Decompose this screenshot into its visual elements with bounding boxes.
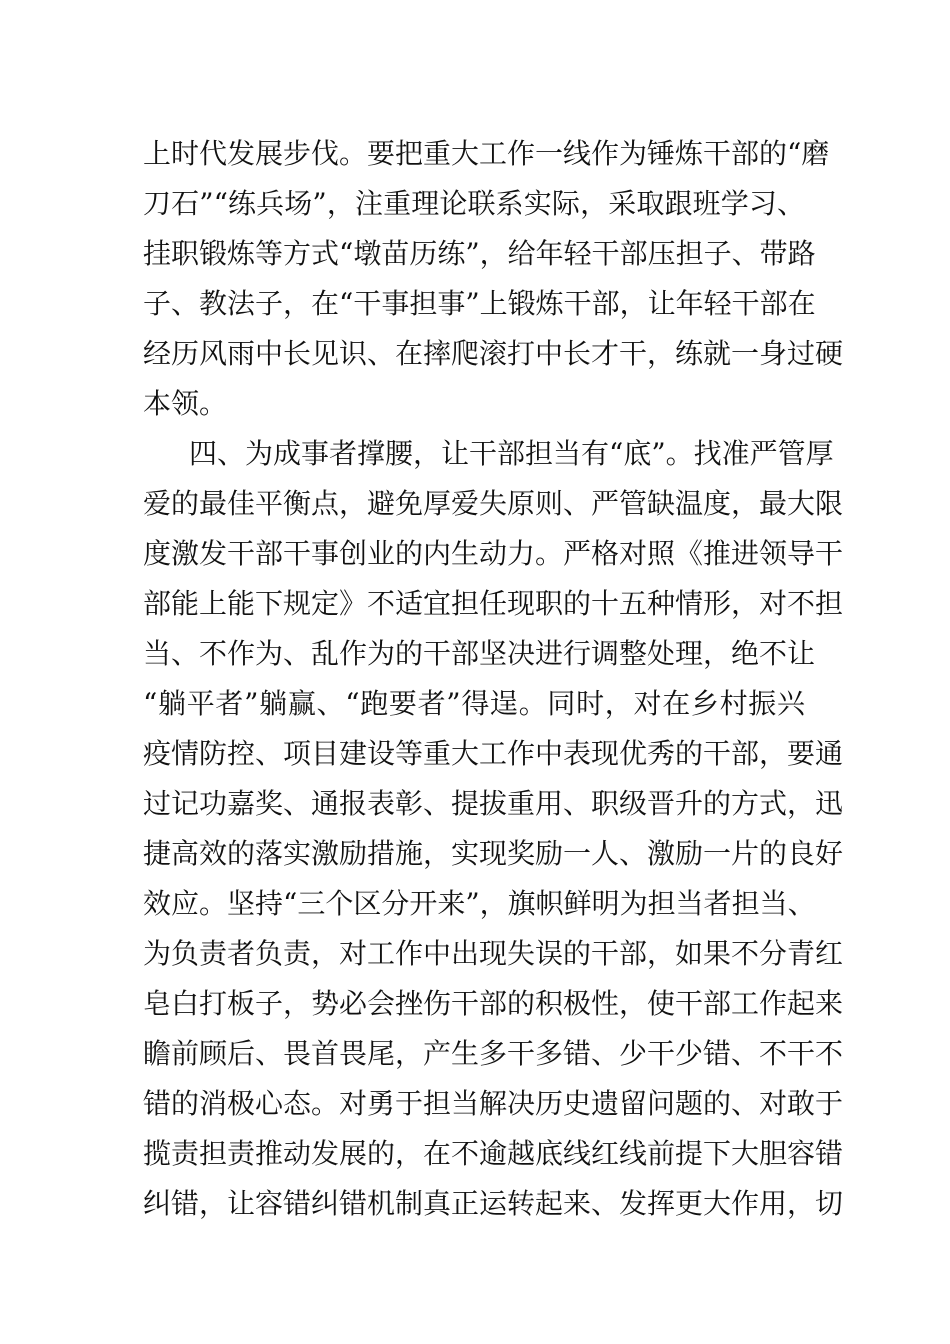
text-line: 度激发干部干事创业的内生动力。严格对照《推进领导干	[143, 537, 844, 570]
text-line: 效应。坚持“三个区分开来”，旗帜鲜明为担当者担当、	[143, 887, 816, 920]
text-line: 瞻前顾后、畏首畏尾，产生多干多错、少干少错、不干不	[143, 1037, 844, 1070]
section-heading-line: 四、为成事者撑腰，让干部担当有“底”。找准严管厚	[189, 437, 834, 470]
text-line: 揽责担责推动发展的，在不逾越底线红线前提下大胆容错	[143, 1137, 844, 1170]
text-line: 爱的最佳平衡点，避免厚爱失原则、严管缺温度，最大限	[143, 487, 844, 520]
text-line: 挂职锻炼等方式“墩苗历练”，给年轻干部压担子、带路	[143, 237, 816, 270]
text-line: 为负责者负责，对工作中出现失误的干部，如果不分青红	[143, 937, 844, 970]
text-line: 纠错，让容错纠错机制真正运转起来、发挥更大作用，切	[143, 1187, 844, 1220]
text-line: 疫情防控、项目建设等重大工作中表现优秀的干部，要通	[143, 737, 844, 770]
text-line: 皂白打板子，势必会挫伤干部的积极性，使干部工作起来	[143, 987, 844, 1020]
text-line: 上时代发展步伐。要把重大工作一线作为锤炼干部的“磨	[143, 137, 830, 170]
text-line: 捷高效的落实激励措施，实现奖励一人、激励一片的良好	[143, 837, 844, 870]
text-line: 刀石”“练兵场”，注重理论联系实际，采取跟班学习、	[143, 187, 805, 220]
text-line: 错的消极心态。对勇于担当解决历史遗留问题的、对敢于	[143, 1087, 844, 1120]
text-line: “躺平者”躺赢、“跑要者”得逞。同时，对在乡村振兴	[143, 687, 805, 720]
text-line: 本领。	[143, 387, 228, 420]
text-line: 过记功嘉奖、通报表彰、提拔重用、职级晋升的方式，迅	[143, 787, 844, 820]
text-line: 子、教法子，在“干事担事”上锻炼干部，让年轻干部在	[143, 287, 816, 320]
text-line: 经历风雨中长见识、在摔爬滚打中长才干，练就一身过硬	[143, 337, 844, 370]
text-line: 部能上能下规定》不适宜担任现职的十五种情形，对不担	[143, 587, 844, 620]
text-line: 当、不作为、乱作为的干部坚决进行调整处理，绝不让	[143, 637, 816, 670]
